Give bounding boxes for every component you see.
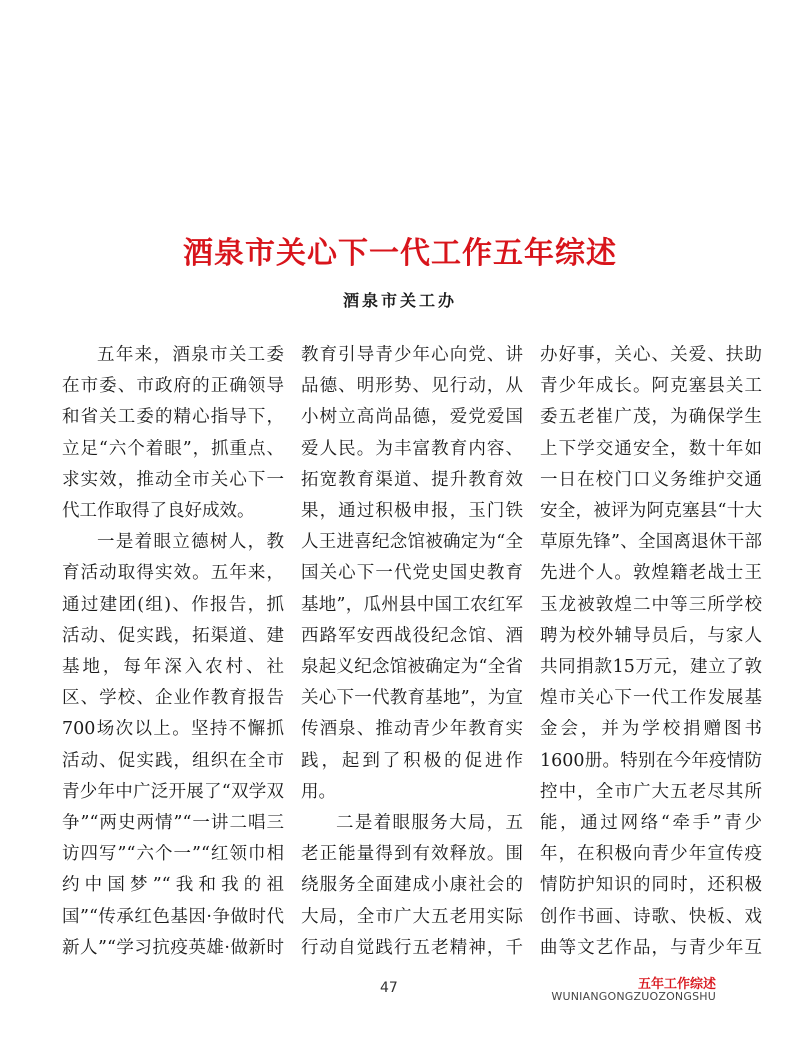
paragraph: 二是着眼服务大局，五老正能量得到有效释放。围绕服务全面建成小康社会的大局，全市广大五老用实际行动自觉践行五老精神，千 <box>301 813 523 958</box>
article-author: 酒泉市关工办 <box>342 291 457 310</box>
page-number: 47 <box>380 980 398 996</box>
column-3 <box>540 340 762 968</box>
column-1 <box>62 340 284 968</box>
article-body <box>62 340 762 968</box>
section-title: 五年工作综述 <box>637 977 716 992</box>
paragraph: 办好事，关心、关爱、扶助青少年成长。阿克塞县关工委五老崔广茂，为确保学生上下学交通安全，数十年如一日在校门口义务维护交通安全，被评为阿克塞县“十大草原先锋”、全国离退休干部先进个人。敦煌籍老战士王玉龙被敦煌二中等三所学校聘为校外辅导员后，与家人共同捐款15万元，建立了敦煌市关心下一代工作发展基金会，并为学校捐赠图书1600册。特别在今年疫情防控中，全市广大五老尽其所能，通过网络“牵手”青少年，在积极向青少年宣传疫情防护知识的同时，还积极创作书画、诗歌、快板、戏曲等文艺作品，与青少年互 <box>540 345 762 958</box>
paragraph: 五年来，酒泉市关工委在市委、市政府的正确领导和省关工委的精心指导下，立足“六个着眼”，抓重点、求实效，推动全市关心下一代工作取得了良好成效。 <box>62 345 284 522</box>
column-2 <box>301 340 523 968</box>
article-title: 酒泉市关心下一代工作五年综述 <box>183 236 617 271</box>
paragraph: 教育引导青少年心向党、讲品德、明形势、见行动，从小树立高尚品德，爱党爱国爱人民。为丰富教育内容、拓宽教育渠道、提升教育效果，通过积极申报，玉门铁人王进喜纪念馆被确定为“全国关心下一代党史国史教育基地”，瓜州县中国工农红军西路军安西战役纪念馆、酒泉起义纪念馆被确定为“全省关心下一代教育基地”，为宣传酒泉、推动青少年教育实践，起到了积极的促进作用。 <box>301 345 523 802</box>
paragraph: 一是着眼立德树人，教育活动取得实效。五年来，通过建团(组)、作报告，抓活动、促实践，拓渠道、建基地，每年深入农村、社区、学校、企业作教育报告700场次以上。坚持不懈抓活动、促实践，组织在全市青少年中广泛开展了“双学双争”“两史两情”“一讲二唱三访四写”“六个一”“红领巾相约中国梦”“我和我的祖国”“传承红色基因·争做时代新人”“学习抗疫英雄·做新时 <box>62 532 284 958</box>
section-pinyin: WUNIANGONGZUOZONGSHU <box>551 990 716 1003</box>
